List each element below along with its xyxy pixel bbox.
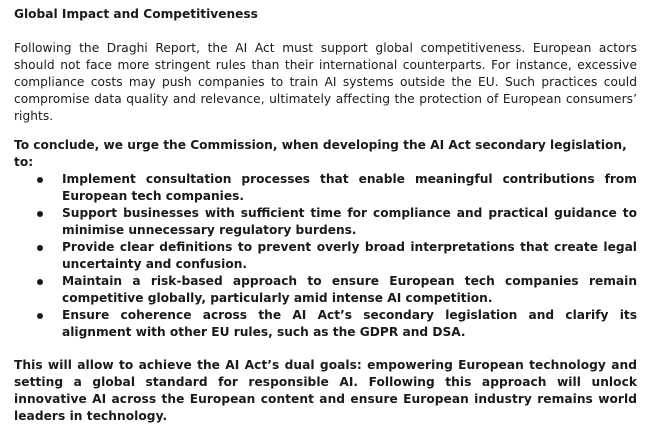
list-item-text: Support businesses with sufficient time for compliance and practical guidance to minimise unnecessary regulatory burdens. — [62, 206, 637, 237]
list-item-text: Maintain a risk-based approach to ensure European tech companies remain competitive globally, particularly amid intense AI competition. — [62, 274, 637, 305]
list-item-text: Ensure coherence across the AI Act’s secondary legislation and clarify its alignment with other EU rules, such as the GDPR and DSA. — [62, 308, 637, 339]
bullet-icon — [37, 177, 43, 183]
bullet-icon — [37, 279, 43, 285]
section-heading: Global Impact and Competitiveness — [14, 7, 258, 21]
bullet-icon — [37, 211, 43, 217]
recommendation-list — [14, 171, 637, 341]
bullet-icon — [37, 245, 43, 251]
list-item — [14, 205, 637, 239]
list-item — [14, 273, 637, 307]
closing-paragraph: This will allow to achieve the AI Act’s dual goals: empowering European technology and setting a global standard for responsible AI. Following this approach will unlock innovative AI across the European content and ensure European industry remains world leaders in technology. — [14, 358, 637, 423]
conclusion-lead: To conclude, we urge the Commission, when developing the AI Act secondary legislation, to: — [14, 138, 627, 169]
list-item — [14, 171, 637, 205]
list-item-text: Provide clear definitions to prevent overly broad interpretations that create legal uncertainty and confusion. — [62, 240, 637, 271]
list-item-text: Implement consultation processes that enable meaningful contributions from European tech companies. — [62, 172, 637, 203]
list-item — [14, 307, 637, 341]
intro-paragraph: Following the Draghi Report, the AI Act must support global competitiveness. European actors should not face more stringent rules than their international counterparts. For instance, excessive compliance costs may push companies to train AI systems outside the EU. Such practices could compromise data quality and relevance, ultimately affecting the protection of European consumers’ rights. — [14, 41, 637, 123]
bullet-icon — [37, 313, 43, 319]
list-item — [14, 239, 637, 273]
